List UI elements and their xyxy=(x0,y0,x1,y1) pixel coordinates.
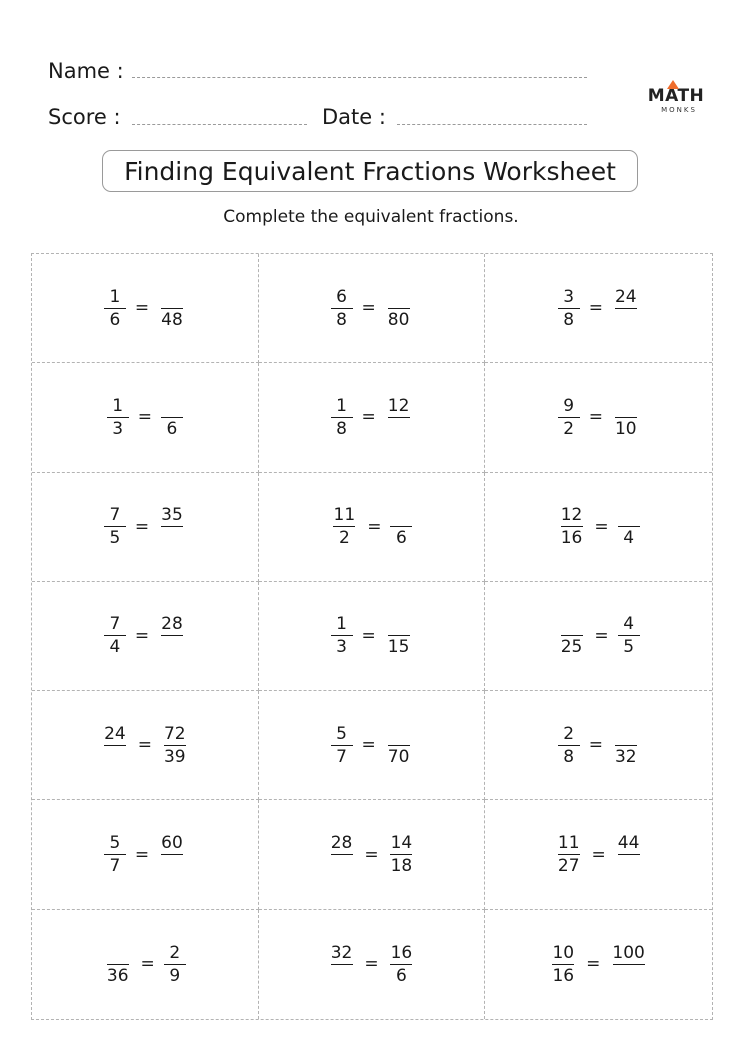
denominator: 2 xyxy=(338,528,350,549)
fraction-bar xyxy=(552,964,574,965)
fraction-bar xyxy=(561,635,583,636)
left-fraction xyxy=(104,505,126,548)
right-fraction xyxy=(158,833,186,876)
denominator: 6 xyxy=(396,965,407,986)
denominator: 8 xyxy=(336,309,347,330)
fraction-bar xyxy=(613,964,645,965)
score-label: Score : xyxy=(48,105,121,129)
left-fraction xyxy=(331,505,359,548)
fraction-bar xyxy=(618,854,640,855)
numerator: 2 xyxy=(563,723,575,744)
fraction-bar xyxy=(561,526,583,527)
right-fraction xyxy=(388,943,416,986)
right-fraction xyxy=(385,614,413,657)
left-fraction xyxy=(558,396,580,439)
denominator: 27 xyxy=(557,856,580,877)
problem-cell xyxy=(32,910,259,1019)
numerator-blank[interactable] xyxy=(396,724,402,744)
left-fraction xyxy=(104,614,126,657)
right-fraction xyxy=(612,724,640,767)
logo-triangle-icon xyxy=(667,80,679,89)
denominator-blank[interactable] xyxy=(169,528,175,548)
numerator-blank[interactable] xyxy=(626,505,632,525)
numerator: 1 xyxy=(336,614,347,635)
numerator: 44 xyxy=(617,833,640,854)
denominator: 36 xyxy=(106,965,129,986)
fraction-bar xyxy=(331,854,353,855)
denominator: 15 xyxy=(387,637,410,658)
problem-cell xyxy=(259,800,486,909)
right-fraction xyxy=(161,724,189,767)
right-fraction xyxy=(158,287,186,330)
right-fraction xyxy=(618,505,640,548)
fraction-bar xyxy=(161,417,183,418)
fraction-bar xyxy=(107,417,129,418)
left-fraction xyxy=(549,943,577,986)
equals-sign: = xyxy=(134,298,150,319)
equals-sign: = xyxy=(594,516,609,537)
equals-sign: = xyxy=(594,625,609,646)
denominator: 8 xyxy=(563,746,575,767)
fraction-bar xyxy=(558,854,580,855)
numerator-blank[interactable] xyxy=(169,396,175,416)
fraction-bar xyxy=(390,526,412,527)
numerator: 1 xyxy=(336,395,347,416)
numerator: 10 xyxy=(552,942,575,963)
problem-cell xyxy=(259,254,486,363)
equals-sign: = xyxy=(134,844,150,865)
numerator: 3 xyxy=(563,286,575,307)
denominator-blank[interactable] xyxy=(339,856,345,876)
numerator: 11 xyxy=(333,505,356,526)
problem-grid xyxy=(31,253,713,1020)
fraction-bar xyxy=(615,417,637,418)
equals-sign: = xyxy=(134,625,150,646)
denominator: 3 xyxy=(112,418,124,439)
fraction-equation xyxy=(104,505,186,548)
numerator-blank[interactable] xyxy=(398,505,404,525)
fraction-bar xyxy=(390,854,412,855)
denominator: 80 xyxy=(387,309,410,330)
numerator: 6 xyxy=(336,286,347,307)
right-fraction xyxy=(618,614,640,657)
right-fraction xyxy=(158,505,186,548)
fraction-bar xyxy=(161,635,183,636)
worksheet-title: Finding Equivalent Fractions Worksheet xyxy=(102,150,638,192)
fraction-equation xyxy=(331,287,413,330)
numerator: 11 xyxy=(557,833,580,854)
fraction-bar xyxy=(104,308,126,309)
fraction-bar xyxy=(161,308,183,309)
numerator: 72 xyxy=(163,723,186,744)
right-fraction xyxy=(612,396,640,439)
equals-sign: = xyxy=(586,954,601,975)
numerator-blank[interactable] xyxy=(169,287,175,307)
fraction-equation xyxy=(107,396,183,439)
problem-cell xyxy=(32,800,259,909)
fraction-bar xyxy=(331,635,353,636)
equals-sign: = xyxy=(364,954,379,975)
left-fraction xyxy=(558,287,580,330)
denominator: 6 xyxy=(109,309,121,330)
fraction-equation xyxy=(558,724,640,767)
equals-sign: = xyxy=(588,298,603,319)
numerator: 7 xyxy=(109,614,121,635)
right-fraction xyxy=(609,943,647,986)
problem-cell xyxy=(259,363,486,472)
denominator: 8 xyxy=(563,309,575,330)
problem-cell xyxy=(32,691,259,800)
fraction-equation xyxy=(104,614,186,657)
fraction-bar xyxy=(164,745,186,746)
equals-sign: = xyxy=(588,407,603,428)
numerator: 5 xyxy=(109,833,121,854)
fraction-equation xyxy=(328,943,416,986)
left-fraction xyxy=(331,724,353,767)
problem-cell xyxy=(259,691,486,800)
fraction-equation xyxy=(331,614,413,657)
denominator: 6 xyxy=(166,418,178,439)
fraction-equation xyxy=(331,724,413,767)
numerator: 1 xyxy=(109,286,121,307)
date-label: Date : xyxy=(322,105,386,129)
equals-sign: = xyxy=(140,954,155,975)
logo-wordmark: MATH xyxy=(647,86,705,106)
problem-cell xyxy=(32,582,259,691)
right-fraction xyxy=(164,943,186,986)
left-fraction xyxy=(558,614,586,657)
problem-cell xyxy=(485,910,712,1019)
denominator-blank[interactable] xyxy=(339,966,345,986)
problem-cell xyxy=(485,254,712,363)
denominator: 16 xyxy=(560,528,583,549)
fraction-bar xyxy=(161,854,183,855)
right-fraction xyxy=(388,833,416,876)
equals-sign: = xyxy=(361,298,376,319)
fraction-bar xyxy=(390,964,412,965)
fraction-equation xyxy=(104,833,186,876)
left-fraction xyxy=(104,943,132,986)
denominator: 18 xyxy=(390,856,413,877)
denominator-blank[interactable] xyxy=(396,419,402,439)
fraction-bar xyxy=(388,745,410,746)
denominator: 48 xyxy=(161,309,183,330)
problem-cell xyxy=(485,582,712,691)
left-fraction xyxy=(555,833,583,876)
fraction-bar xyxy=(388,308,410,309)
equals-sign: = xyxy=(137,407,152,428)
equals-sign: = xyxy=(591,844,606,865)
numerator: 5 xyxy=(336,723,347,744)
right-fraction xyxy=(612,287,640,330)
equals-sign: = xyxy=(134,516,150,537)
problem-cell xyxy=(32,254,259,363)
fraction-bar xyxy=(331,964,353,965)
denominator: 39 xyxy=(163,746,186,767)
fraction-bar xyxy=(331,745,353,746)
numerator: 24 xyxy=(104,723,126,744)
denominator: 8 xyxy=(336,418,347,439)
right-fraction xyxy=(385,396,413,439)
right-fraction xyxy=(158,614,186,657)
left-fraction xyxy=(331,396,353,439)
logo-subtitle: MONKS xyxy=(661,106,697,114)
right-fraction xyxy=(385,287,413,330)
math-monks-logo xyxy=(646,86,706,115)
fraction-equation xyxy=(558,396,640,439)
fraction-bar xyxy=(104,854,126,855)
left-fraction xyxy=(331,614,353,657)
equals-sign: = xyxy=(361,407,376,428)
denominator: 7 xyxy=(109,856,121,877)
numerator: 1 xyxy=(112,395,124,416)
denominator: 4 xyxy=(623,528,635,549)
equals-sign: = xyxy=(367,516,382,537)
numerator: 9 xyxy=(563,395,575,416)
fraction-bar xyxy=(331,417,353,418)
denominator: 16 xyxy=(552,965,575,986)
numerator-blank[interactable] xyxy=(396,287,402,307)
fraction-bar xyxy=(558,417,580,418)
right-fraction xyxy=(385,724,413,767)
right-fraction xyxy=(615,833,643,876)
fraction-bar xyxy=(618,635,640,636)
numerator-blank[interactable] xyxy=(623,724,629,744)
fraction-bar xyxy=(615,308,637,309)
denominator-blank[interactable] xyxy=(626,966,632,986)
numerator: 100 xyxy=(612,942,645,963)
numerator-blank[interactable] xyxy=(115,943,121,963)
fraction-equation xyxy=(101,724,189,767)
fraction-equation xyxy=(549,943,647,986)
numerator-blank[interactable] xyxy=(569,614,575,634)
left-fraction xyxy=(101,724,129,767)
numerator: 16 xyxy=(390,942,413,963)
numerator: 14 xyxy=(390,833,413,854)
problem-cell xyxy=(259,910,486,1019)
denominator: 10 xyxy=(614,418,637,439)
fraction-bar xyxy=(615,745,637,746)
problem-cell xyxy=(259,473,486,582)
left-fraction xyxy=(558,505,586,548)
denominator: 5 xyxy=(109,528,121,549)
problem-cell xyxy=(485,473,712,582)
equals-sign: = xyxy=(361,735,376,756)
left-fraction xyxy=(104,287,126,330)
fraction-equation xyxy=(558,505,640,548)
fraction-equation xyxy=(104,943,186,986)
denominator-blank[interactable] xyxy=(623,310,629,330)
numerator: 7 xyxy=(109,505,121,526)
numerator: 12 xyxy=(387,395,410,416)
fraction-bar xyxy=(164,964,186,965)
right-fraction xyxy=(390,505,412,548)
denominator: 7 xyxy=(336,746,347,767)
fraction-bar xyxy=(331,308,353,309)
fraction-equation xyxy=(328,833,416,876)
fraction-bar xyxy=(104,526,126,527)
denominator: 4 xyxy=(109,637,121,658)
denominator-blank[interactable] xyxy=(112,747,118,767)
problem-cell xyxy=(259,582,486,691)
fraction-bar xyxy=(104,635,126,636)
denominator: 5 xyxy=(623,637,635,658)
fraction-bar xyxy=(333,526,355,527)
numerator: 4 xyxy=(623,614,635,635)
name-label: Name : xyxy=(48,59,124,83)
fraction-equation xyxy=(331,396,413,439)
fraction-bar xyxy=(104,745,126,746)
left-fraction xyxy=(107,396,129,439)
numerator: 35 xyxy=(161,505,183,526)
fraction-bar xyxy=(618,526,640,527)
score-field[interactable] xyxy=(132,124,307,125)
numerator: 24 xyxy=(614,286,637,307)
name-field[interactable] xyxy=(132,77,587,78)
right-fraction xyxy=(161,396,183,439)
problem-cell xyxy=(32,473,259,582)
fraction-equation xyxy=(558,287,640,330)
denominator-blank[interactable] xyxy=(169,637,175,657)
denominator: 3 xyxy=(336,637,347,658)
equals-sign: = xyxy=(361,625,376,646)
fraction-bar xyxy=(388,635,410,636)
left-fraction xyxy=(558,724,580,767)
left-fraction xyxy=(328,833,356,876)
fraction-bar xyxy=(558,745,580,746)
problem-cell xyxy=(485,363,712,472)
left-fraction xyxy=(328,943,356,986)
denominator: 70 xyxy=(387,746,410,767)
numerator: 2 xyxy=(169,942,181,963)
left-fraction xyxy=(104,833,126,876)
numerator: 28 xyxy=(330,833,353,854)
equals-sign: = xyxy=(588,735,603,756)
fraction-equation xyxy=(331,505,413,548)
fraction-bar xyxy=(161,526,183,527)
equals-sign: = xyxy=(364,844,379,865)
denominator: 2 xyxy=(563,418,575,439)
numerator: 28 xyxy=(161,614,183,635)
problem-cell xyxy=(485,800,712,909)
instructions: Complete the equivalent fractions. xyxy=(223,207,519,227)
fraction-equation xyxy=(555,833,643,876)
denominator-blank[interactable] xyxy=(626,856,632,876)
denominator-blank[interactable] xyxy=(169,856,175,876)
denominator: 6 xyxy=(396,528,407,549)
numerator: 32 xyxy=(330,942,353,963)
equals-sign: = xyxy=(137,735,152,756)
fraction-equation xyxy=(104,287,186,330)
date-field[interactable] xyxy=(397,124,587,125)
numerator: 60 xyxy=(161,833,183,854)
fraction-bar xyxy=(388,417,410,418)
left-fraction xyxy=(331,287,353,330)
denominator: 9 xyxy=(169,965,181,986)
fraction-equation xyxy=(558,614,640,657)
problem-cell xyxy=(485,691,712,800)
numerator-blank[interactable] xyxy=(396,614,402,634)
denominator: 25 xyxy=(560,637,583,658)
problem-cell xyxy=(32,363,259,472)
numerator: 12 xyxy=(560,505,583,526)
numerator-blank[interactable] xyxy=(623,396,629,416)
denominator: 32 xyxy=(614,746,637,767)
fraction-bar xyxy=(107,964,129,965)
fraction-bar xyxy=(558,308,580,309)
